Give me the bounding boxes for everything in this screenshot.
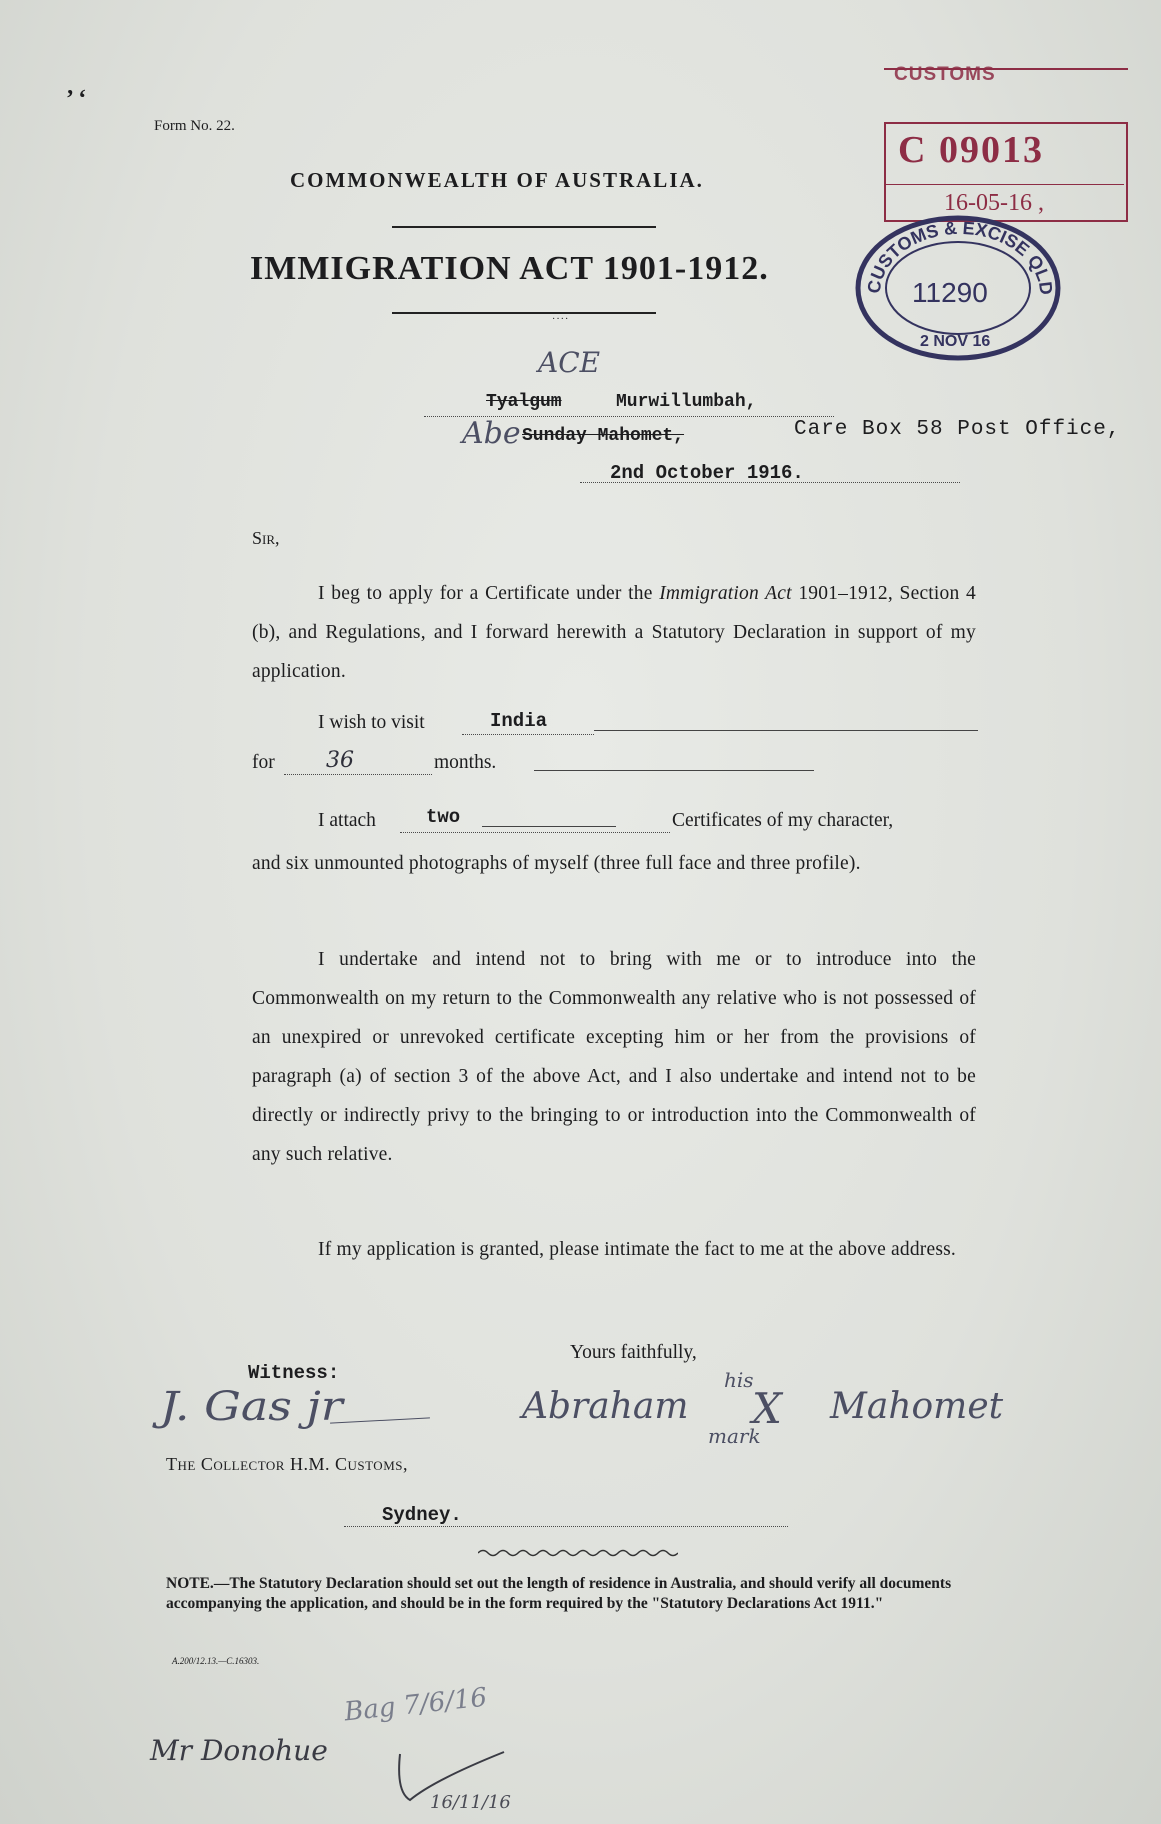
act-title: IMMIGRATION ACT 1901-1912. bbox=[250, 250, 769, 287]
name-struck: Sunday Mahomet, bbox=[522, 426, 685, 446]
note-label: NOTE. bbox=[166, 1575, 214, 1592]
witness-signature: J. Gas jr bbox=[160, 1384, 343, 1430]
signature-last-name: Mahomet bbox=[830, 1386, 1004, 1427]
place-struck: Tyalgum bbox=[486, 392, 562, 412]
customs-number-stamp bbox=[884, 56, 1128, 236]
for-label: for bbox=[252, 752, 275, 773]
months-label: months. bbox=[434, 752, 497, 773]
attach-continuation: and six unmounted photographs of myself (three full face and three profile). bbox=[252, 853, 861, 874]
round-stamp-date: 2 NOV 16 bbox=[920, 333, 991, 350]
care-of: Care Box 58 Post Office, bbox=[794, 418, 1121, 441]
form-number: Form No. 22. bbox=[154, 118, 235, 134]
visit-value: India bbox=[490, 710, 548, 732]
ornament-rule bbox=[478, 1546, 678, 1560]
yours-faithfully: Yours faithfully, bbox=[570, 1342, 697, 1363]
duration-value: 36 bbox=[326, 748, 354, 773]
note-text: —The Statutory Declaration should set out the length of residence in Australia, and should verify all documents accompanying the application, and should be in the form required by the "Statutory Declarations Act 1911." bbox=[166, 1575, 952, 1612]
act-name-italic: Immigration Act bbox=[659, 583, 792, 604]
print-code: A.200/12.13.—C.16303. bbox=[172, 1656, 260, 1666]
round-customs-stamp bbox=[850, 212, 1066, 362]
letter-date: 2nd October 1916. bbox=[610, 462, 804, 484]
stamp-ring-text: CUSTOMS & EXCISE QLD bbox=[863, 217, 1057, 296]
salutation: Sir, bbox=[252, 528, 280, 548]
addressee-line1: The Collector H.M. Customs, bbox=[166, 1454, 408, 1474]
signature-first-name: Abraham bbox=[522, 1386, 689, 1427]
addressee-line2: Sydney. bbox=[382, 1504, 462, 1526]
place-handwritten: ACE bbox=[538, 346, 601, 379]
country-heading: COMMONWEALTH OF AUSTRALIA. bbox=[290, 168, 704, 192]
attach-label: I attach bbox=[318, 810, 376, 831]
heading-dots: ···· bbox=[552, 314, 570, 325]
undertaking-paragraph: I undertake and intend not to bring with me or to introduce into the Commonwealth on my return to the Commonwealth any relative who is not possessed of an unexpired or unrevoked certificate excepting him or her from the provisions of paragraph (a) of section 3 of the above Act, and I also undertake and intend not to be directly or indirectly privy to the bringing to or introduction into the Commonwealth of any such relative. bbox=[252, 949, 976, 1165]
mark-x: X bbox=[752, 1384, 782, 1433]
annotation-flourish bbox=[394, 1740, 514, 1810]
round-stamp-number: 11290 bbox=[912, 277, 988, 308]
visit-label: I wish to visit bbox=[318, 712, 425, 733]
name-handwritten: Abe bbox=[462, 416, 521, 451]
heading-rule-top bbox=[392, 226, 656, 228]
application-paragraph: I beg to apply for a Certificate under the Immigration Act 1901–1912, Section 4 (b), and Regulations, and I forward herewith a Statutory Declaration in support of my application. bbox=[252, 583, 976, 682]
annotation-bottom: Mr Donohue bbox=[150, 1734, 328, 1767]
mark-word: mark bbox=[708, 1424, 761, 1448]
granted-paragraph: If my application is granted, please intimate the fact to me at the above address. bbox=[318, 1239, 957, 1260]
stamp-number: C 09013 bbox=[898, 129, 1044, 171]
annotation-top: Bag 7/6/16 bbox=[342, 1682, 489, 1728]
mark-his: his bbox=[724, 1368, 754, 1392]
stamp-date: 16-05-16 , bbox=[944, 190, 1044, 216]
stamp-header-text: CUSTOMS bbox=[894, 64, 996, 85]
attach-value: two bbox=[426, 806, 461, 828]
address-town: Murwillumbah, bbox=[616, 392, 757, 412]
witness-label: Witness: bbox=[248, 1362, 340, 1384]
annotation-initials: 16/11/16 bbox=[430, 1792, 511, 1813]
attach-rest: Certificates of my character, bbox=[672, 810, 894, 831]
heading-rule-bottom bbox=[392, 312, 656, 314]
ink-speck: ’ ‘ bbox=[66, 86, 87, 112]
footnote bbox=[166, 1574, 976, 1614]
